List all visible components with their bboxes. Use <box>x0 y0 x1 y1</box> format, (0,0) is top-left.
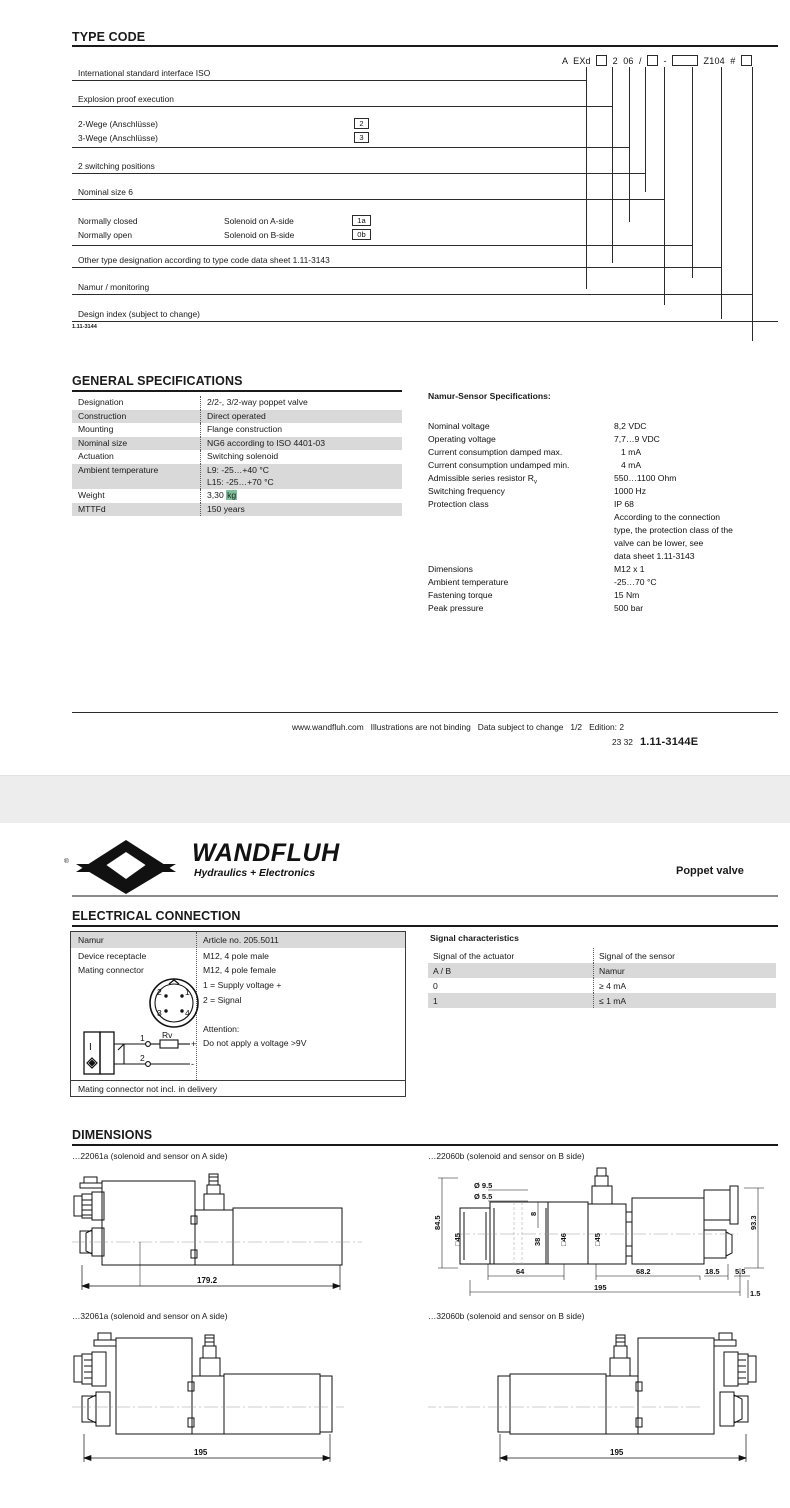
table-row <box>72 396 402 410</box>
namur-sensor-title: Namur-Sensor Specifications: <box>428 391 551 401</box>
rule-solenoid <box>72 245 692 246</box>
type-code-row-nc-sol: Solenoid on A-side <box>224 216 294 226</box>
dim-label-1-5: 1.5 <box>750 1289 761 1298</box>
sig-col-header-actuator: Signal of the actuator <box>433 950 515 961</box>
general-specifications-table <box>72 396 402 516</box>
code-blank-3 <box>672 55 698 66</box>
spec-value: 150 years <box>201 503 403 517</box>
spec-key: Nominal size <box>72 437 201 451</box>
dimension-caption-32060b: …32060b (solenoid and sensor on B side) <box>428 1311 585 1321</box>
namur-row <box>428 564 768 577</box>
leader-v-6 <box>692 67 693 278</box>
namur-value: 500 bar <box>614 603 644 613</box>
type-code-rule <box>72 45 778 47</box>
wandfluh-logo <box>72 838 180 894</box>
table-row <box>72 450 402 464</box>
dim-label-d95: Ø 9.5 <box>474 1181 493 1190</box>
namur-value: 4 mA <box>621 460 642 470</box>
namur-value: 550…1100 Ohm <box>614 473 677 483</box>
spec-key: Construction <box>72 410 201 424</box>
overall-dimension-179-2: 179.2 <box>197 1276 218 1285</box>
table-row <box>72 489 402 503</box>
type-code-row-design: Design index (subject to change) <box>78 309 200 319</box>
header-product-title: Poppet valve <box>676 865 744 877</box>
table-row <box>72 423 402 437</box>
dim-label-18-5: 18.5 <box>705 1267 720 1276</box>
table-row <box>72 503 402 517</box>
polarity-plus: + <box>191 1039 197 1049</box>
signal-characteristics-title: Signal characteristics <box>430 933 519 943</box>
rule-other <box>72 267 721 268</box>
type-code-row-no-sol: Solenoid on B-side <box>224 230 295 240</box>
type-code-row-exproof: Explosion proof execution <box>78 94 174 104</box>
dimension-drawing-22061a <box>72 1168 402 1308</box>
leader-v-8 <box>752 67 753 341</box>
dimension-caption-32061a: …32061a (solenoid and sensor on A side) <box>72 1311 228 1321</box>
page-separator <box>0 775 790 825</box>
ec-row-value-mating: M12, 4 pole female <box>203 965 277 975</box>
type-code-row-other: Other type designation according to type code data sheet 1.11-3143 <box>78 255 330 265</box>
overall-dimension-195-bl: 195 <box>194 1448 208 1457</box>
namur-key: Nominal voltage <box>428 421 490 431</box>
spec-value: Flange construction <box>201 423 403 437</box>
table-row <box>72 410 402 424</box>
type-code-string <box>562 55 752 66</box>
footer-doc-number: 1.11-3144E <box>639 736 699 748</box>
spec-value: 2/2-, 3/2-way poppet valve <box>201 396 403 410</box>
namur-value: M12 x 1 <box>614 564 645 574</box>
namur-note-line: According to the connection <box>614 512 721 522</box>
logo-wordmark: WANDFLUH <box>192 839 340 867</box>
spec-key: MTTFd <box>72 503 201 517</box>
namur-key: Peak pressure <box>428 603 484 613</box>
code-part-06: 06 <box>623 56 634 66</box>
dim-label-sq45-b: □45 <box>593 1233 602 1246</box>
leader-v-1 <box>586 67 587 289</box>
type-code-ref: 1.11-3144 <box>72 324 97 330</box>
leader-v-5 <box>664 67 665 305</box>
footer-note-2: Data subject to change <box>477 722 564 732</box>
sig-actuator-value: 1 <box>428 993 594 1008</box>
registered-mark: ® <box>64 858 69 865</box>
namur-sensor-list <box>428 421 768 616</box>
header-rule <box>72 895 778 897</box>
type-code-row-namur: Namur / monitoring <box>78 282 150 292</box>
ec-col2-header: Article no. 205.5011 <box>203 935 279 945</box>
ec-row-value-receptacle: M12, 4 pole male <box>203 951 269 961</box>
signal-characteristics-table <box>428 948 776 1008</box>
general-specifications-heading: GENERAL SPECIFICATIONS <box>72 374 243 388</box>
footer-line-1 <box>292 722 624 732</box>
resistor-label-rv: Rv <box>162 1030 173 1040</box>
namur-row <box>428 512 768 525</box>
type-code-row-iso: International standard interface ISO <box>78 68 211 78</box>
table-row <box>428 993 776 1008</box>
spec-value <box>201 489 403 503</box>
type-code-box-1a: 1a <box>352 215 371 226</box>
spec-value: Direct operated <box>201 410 403 424</box>
namur-value: 1 mA <box>621 447 642 457</box>
spec-key: Actuation <box>78 451 114 462</box>
ec-attention-text: Do not apply a voltage >9V <box>203 1038 307 1048</box>
type-code-row-nominal: Nominal size 6 <box>78 187 133 197</box>
namur-value: 1000 Hz <box>614 486 647 496</box>
namur-row <box>428 577 768 590</box>
footer-line-2 <box>612 736 698 748</box>
dimension-drawing-22060b <box>428 1168 778 1308</box>
code-part-hash: # <box>730 56 736 66</box>
rule-iso <box>72 80 586 81</box>
namur-value: -25…70 °C <box>614 577 657 587</box>
sig-actuator-value: A / B <box>428 963 594 978</box>
namur-sensor-schematic <box>80 1028 200 1078</box>
sig-sensor-value: Namur <box>594 963 777 978</box>
table-row <box>72 464 402 489</box>
type-code-row-2wege: 2-Wege (Anschlüsse) <box>78 119 158 129</box>
sig-col-header-sensor: Signal of the sensor <box>594 948 777 963</box>
rule-wege <box>72 147 629 148</box>
dim-label-sq46: □46 <box>559 1233 568 1246</box>
namur-row <box>428 473 768 486</box>
namur-row <box>428 538 768 551</box>
namur-row <box>428 590 768 603</box>
sig-actuator-value: 0 <box>433 980 438 991</box>
namur-key: Ambient temperature <box>428 577 509 587</box>
namur-key: Fastening torque <box>428 590 493 600</box>
overall-dimension-195-top: 195 <box>594 1283 607 1292</box>
spec-value-line1: L9: -25…+40 °C <box>207 464 269 475</box>
sig-sensor-value: ≤ 1 mA <box>594 993 777 1008</box>
namur-key: Current consumption damped max. <box>428 447 563 457</box>
rule-switching <box>72 173 645 174</box>
ec-footnote: Mating connector not incl. in delivery <box>78 1084 218 1094</box>
namur-row <box>428 421 768 434</box>
code-part-z104: Z104 <box>703 56 725 66</box>
namur-key: Operating voltage <box>428 434 496 444</box>
footer-page-number: 1/2 <box>570 722 583 732</box>
namur-note-line: valve can be lower, see <box>614 538 704 548</box>
footer-website: www.wandfluh.com <box>292 722 364 732</box>
pin-label-4: 4 <box>185 1008 190 1018</box>
table-row-header <box>428 948 776 963</box>
rule-namur <box>72 294 753 295</box>
dim-label-d55: Ø 5.5 <box>474 1192 493 1201</box>
sensor-symbol-I: I <box>89 1042 92 1053</box>
pin-label-2: 2 <box>157 987 162 997</box>
code-part-2: 2 <box>612 56 618 66</box>
datasheet-page-2 <box>0 823 790 1508</box>
type-code-box-0b: 0b <box>352 229 371 240</box>
type-code-row-switching: 2 switching positions <box>78 161 155 171</box>
namur-key-text: Admissible series resistor R <box>428 473 535 483</box>
code-part-exd: EXd <box>573 56 591 66</box>
spec-value: NG6 according to ISO 4401-03 <box>201 437 403 451</box>
namur-row <box>428 486 768 499</box>
electrical-connection-footnote-rule <box>71 1080 405 1081</box>
terminal-label-2: 2 <box>140 1053 145 1063</box>
ec-row-label-receptacle: Device receptacle <box>78 951 147 961</box>
dim-label-84-5: 84.5 <box>433 1215 442 1230</box>
overall-dimension-195-br: 195 <box>610 1448 624 1457</box>
code-part-dash: - <box>663 56 667 66</box>
table-row <box>428 978 776 993</box>
namur-key <box>428 473 537 486</box>
table-row <box>72 437 402 451</box>
ec-row-label-mating: Mating connector <box>78 965 144 975</box>
ec-row-value-pin2: 2 = Signal <box>203 995 242 1005</box>
namur-key: Switching frequency <box>428 486 505 496</box>
spec-key: Ambient temperature <box>72 464 201 489</box>
code-part-slash: / <box>639 56 642 66</box>
spec-value-line2: L15: -25…+70 °C <box>207 476 274 487</box>
namur-row <box>428 499 768 512</box>
ec-row-value-pin1: 1 = Supply voltage + <box>203 980 282 990</box>
dimension-caption-22061a: …22061a (solenoid and sensor on A side) <box>72 1151 228 1161</box>
electrical-connection-rule <box>72 925 778 927</box>
spec-key: Weight <box>78 490 105 501</box>
footer-rule <box>72 712 778 713</box>
code-blank-4 <box>741 55 752 66</box>
dimensions-rule <box>72 1144 778 1146</box>
namur-value: 8,2 VDC <box>614 421 647 431</box>
type-code-box-3: 3 <box>354 132 369 143</box>
rule-exproof <box>72 106 612 107</box>
ec-col1-header: Namur <box>78 935 104 945</box>
wandfluh-logo-mark <box>72 838 180 894</box>
namur-key-subscript: v <box>534 479 538 486</box>
dim-label-93-3: 93.3 <box>749 1215 758 1230</box>
namur-row <box>428 447 768 460</box>
type-code-box-2: 2 <box>354 118 369 129</box>
namur-row <box>428 460 768 473</box>
namur-row <box>428 551 768 564</box>
sig-sensor-value: ≥ 4 mA <box>594 978 777 993</box>
namur-note-line: data sheet 1.11-3143 <box>614 551 695 561</box>
dim-label-8: 8 <box>529 1211 538 1216</box>
dimension-caption-22060b: …22060b (solenoid and sensor on B side) <box>428 1151 585 1161</box>
namur-key: Protection class <box>428 499 489 509</box>
dim-label-5-5: 5.5 <box>735 1267 746 1276</box>
namur-value: 15 Nm <box>614 590 640 600</box>
footer-date: 23 32 <box>612 737 633 747</box>
namur-row <box>428 525 768 538</box>
pin-label-3: 3 <box>157 1008 162 1018</box>
weight-unit-highlight: kg <box>227 490 237 501</box>
electrical-connection-heading: ELECTRICAL CONNECTION <box>72 909 241 923</box>
polarity-minus: - <box>191 1059 194 1069</box>
namur-value: IP 68 <box>614 499 634 509</box>
terminal-label-1: 1 <box>140 1033 145 1043</box>
m12-connector-pinout-diagram <box>137 976 211 1030</box>
spec-key: Designation <box>78 397 124 407</box>
dimension-drawing-32060b <box>428 1328 758 1503</box>
code-blank-1 <box>596 55 607 66</box>
dim-label-64: 64 <box>516 1267 525 1276</box>
table-row <box>428 963 776 978</box>
leader-v-4 <box>645 67 646 192</box>
code-part-a: A <box>562 56 568 66</box>
type-code-row-no: Normally open <box>78 230 132 240</box>
namur-note-line: type, the protection class of the <box>614 525 733 535</box>
logo-tagline: Hydraulics + Electronics <box>194 868 315 879</box>
dim-label-sq45-a: □45 <box>453 1233 462 1246</box>
spec-value <box>201 464 403 489</box>
code-blank-2 <box>647 55 658 66</box>
dimensions-heading: DIMENSIONS <box>72 1128 153 1142</box>
pin-label-1: 1 <box>185 987 190 997</box>
dimension-drawing-32061a <box>72 1328 402 1503</box>
footer-note-1: Illustrations are not binding <box>370 722 471 732</box>
leader-v-2 <box>612 67 613 263</box>
ec-attention-title: Attention: <box>203 1024 240 1034</box>
type-code-heading: TYPE CODE <box>72 30 146 44</box>
dim-label-38: 38 <box>533 1237 542 1246</box>
rule-nominal <box>72 199 664 200</box>
namur-key: Current consumption undamped min. <box>428 460 570 470</box>
leader-v-7 <box>721 67 722 319</box>
spec-value: Switching solenoid <box>201 450 403 464</box>
namur-row <box>428 434 768 447</box>
rule-design <box>72 321 778 322</box>
namur-row <box>428 603 768 616</box>
type-code-row-3wege: 3-Wege (Anschlüsse) <box>78 133 158 143</box>
general-specifications-rule <box>72 390 402 392</box>
spec-key: Mounting <box>78 424 114 435</box>
footer-edition: Edition: 2 <box>589 722 624 732</box>
weight-value: 3,30 <box>207 490 227 501</box>
namur-value: 7,7…9 VDC <box>614 434 660 444</box>
dim-label-68-2: 68.2 <box>636 1267 651 1276</box>
type-code-row-nc: Normally closed <box>78 216 138 226</box>
namur-key: Dimensions <box>428 564 473 574</box>
